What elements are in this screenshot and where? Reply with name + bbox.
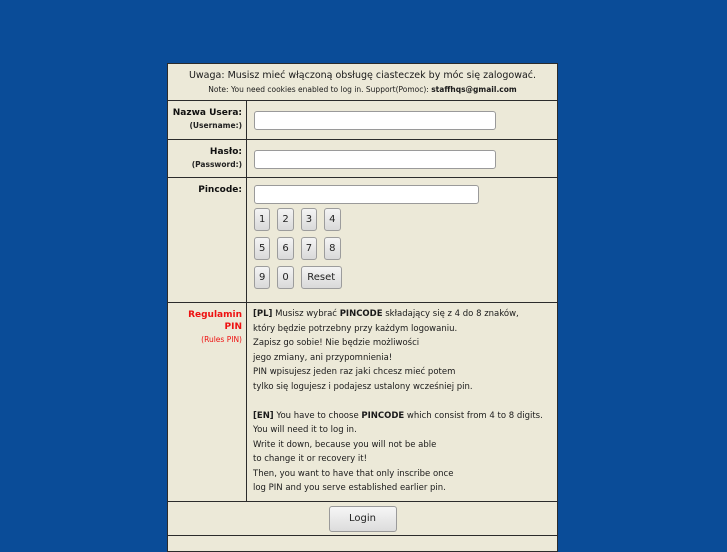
key-3[interactable]: 3 [301,208,317,231]
pincode-label-cell [168,178,247,302]
rules-en-line: log PIN and you serve established earlier pin. [253,483,446,493]
rules-pl-line: który będzie potrzebny przy każdym logowaniu. [253,323,458,334]
username-input[interactable] [254,111,496,130]
rules-en-line: You will need it to log in. [253,425,357,435]
username-label: Nazwa Usera: [172,108,242,118]
key-5[interactable]: 5 [254,237,270,260]
rules-sublabel: (Rules PIN) [201,335,242,344]
pincode-label: Pincode: [198,185,242,195]
rules-text-span: składający się z 4 do 8 znaków, [382,309,519,319]
key-8[interactable]: 8 [324,237,340,260]
username-row [168,101,557,140]
rules-text-span: You have to choose [273,410,362,421]
cookie-notice-en [172,83,553,96]
rules-en-line: to change it or recovery it! [253,454,368,464]
username-sublabel: (Username:) [189,121,242,130]
support-email: staffhqs@gmail.com [431,85,517,94]
rules-text-span: which consist from 4 to 8 digits. [404,410,543,421]
footer-text [168,536,557,551]
rules-en-line: Then, you want to have that only inscribe once [253,468,454,479]
rules-pl-line [253,307,553,322]
key-4[interactable]: 4 [324,208,340,231]
pl-tag: [PL] [253,309,273,319]
password-sublabel: (Password:) [191,160,242,169]
pincode-row [168,178,557,303]
password-label-cell [168,140,247,177]
rules-en-line: Write it down, because you will not be able [253,439,437,450]
login-panel [167,63,558,552]
keypad-row [254,237,557,260]
submit-row [168,502,557,536]
pincode-input[interactable] [254,185,479,204]
rules-pl-line: jego zmiany, ani przypomnienia! [253,352,393,363]
rules-text-span: Musisz wybrać [272,309,340,319]
cookie-notice [168,64,557,101]
rules-text [247,303,557,501]
rules-pl-line: tylko się logujesz i podajesz ustalony wcześniej pin. [253,381,473,392]
pincode-emphasis: PINCODE [339,309,383,319]
cookie-notice-pl: Uwaga: Musisz mieć włączoną obsługę ciasteczek by móc się zalogować. [188,70,537,81]
key-6[interactable]: 6 [277,237,293,260]
key-9[interactable]: 9 [254,266,270,289]
cookie-notice-en-text: Note: You need cookies enabled to log in. Support(Pomoc): [208,85,432,94]
username-label-cell [168,101,247,139]
keypad-row [254,266,557,289]
key-0[interactable]: 0 [277,266,293,289]
rules-pl-line: PIN wpisujesz jeden raz jaki chcesz mieć potem [253,367,456,377]
key-2[interactable]: 2 [277,208,293,231]
login-button[interactable]: Login [329,506,397,532]
key-7[interactable]: 7 [301,237,317,260]
reset-button[interactable]: Reset [301,266,342,289]
rules-en-line [253,409,553,424]
rules-row [168,303,557,502]
keypad-row [254,208,557,231]
password-input[interactable] [254,150,496,169]
pincode-emphasis: PINCODE [361,410,405,421]
key-1[interactable]: 1 [254,208,270,231]
password-row [168,140,557,178]
rules-label: Regulamin PIN [188,310,242,332]
en-tag: [EN] [253,410,274,421]
rules-pl-line: Zapisz go sobie! Nie będzie możliwości [253,338,420,348]
rules-label-cell [168,303,247,501]
rules-spacer [253,394,553,409]
pin-keypad [254,208,557,289]
password-label: Hasło: [209,147,242,157]
